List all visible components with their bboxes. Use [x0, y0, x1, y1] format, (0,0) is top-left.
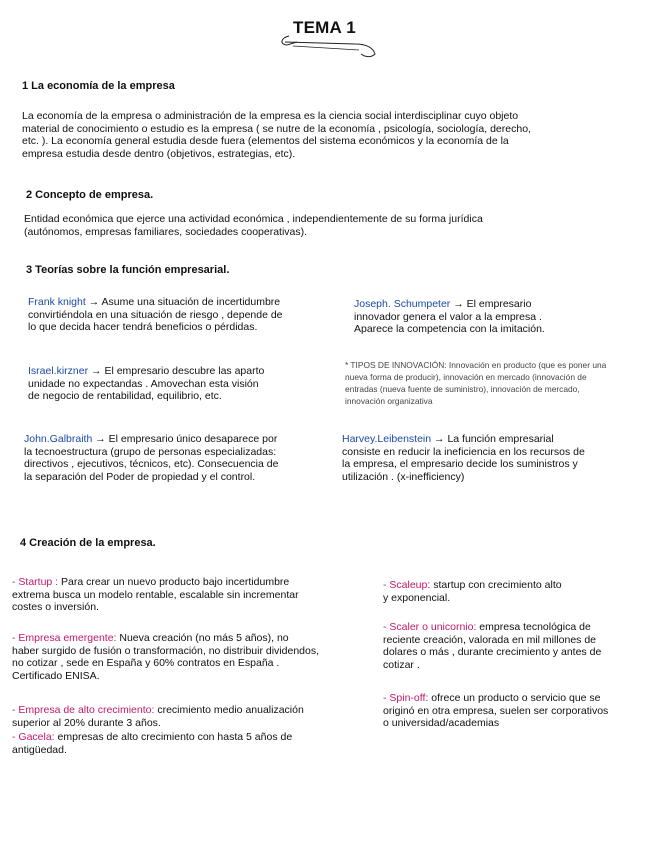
section-2-line: (autónomos, empresas familiares, sociedades cooperativas).: [24, 225, 308, 238]
creation-startup-first-line: [12, 576, 367, 589]
theory-leibenstein-first-line: [342, 433, 647, 446]
creation-emergente: [12, 632, 372, 682]
theory-leibenstein-text: → La función empresarial: [434, 433, 554, 445]
theory-schumpeter-line: innovador genera el valor a la empresa .: [354, 310, 542, 323]
creation-scaler-text: empresa tecnológica de: [476, 621, 591, 633]
theory-schumpeter-name: Joseph. Schumpeter: [354, 298, 451, 310]
creation-gacela-term: - Gacela:: [12, 731, 55, 743]
section-4-heading: 4 Creación de la empresa.: [20, 537, 156, 549]
creation-emergente-first-line: [12, 632, 372, 645]
theory-kirzner-text: → El empresario descubre las aparto: [91, 365, 265, 377]
creation-alto-crecimiento-term: - Empresa de alto crecimiento:: [12, 704, 155, 716]
title-block: [0, 14, 656, 64]
theory-knight: [28, 296, 348, 334]
creation-emergente-text: Nueva creación (no más 5 años), no: [116, 632, 289, 644]
creation-startup-text: Para crear un nuevo producto bajo incertidumbre: [58, 576, 290, 588]
theory-knight-first-line: [28, 296, 348, 309]
creation-emergente-line: Certificado ENISA.: [12, 669, 100, 682]
section-3-heading: 3 Teorías sobre la función empresarial.: [26, 264, 230, 276]
creation-scaler-line: dolares o más , durante crecimiento y antes de: [383, 646, 602, 659]
creation-emergente-term: - Empresa emergente:: [12, 632, 117, 644]
theory-kirzner-first-line: [28, 365, 348, 378]
theory-kirzner-line: de negocio de rentabilidad, equilibrio, etc.: [28, 390, 222, 403]
section-1-line: etc. ). La economía general estudia desde fuera (elementos del sistema económicos y la economía de la: [22, 135, 509, 148]
innovation-types-note: [345, 359, 645, 407]
creation-startup-line: extrema busca un modelo rentable, escalable sin incrementar: [12, 588, 299, 601]
theory-leibenstein-line: la empresa, el empresario decide los suministros y: [342, 458, 578, 471]
theory-schumpeter-text: → El empresario: [453, 298, 532, 310]
creation-alto-crecimiento: [12, 704, 372, 729]
creation-gacela: [12, 731, 372, 756]
creation-startup: [12, 576, 367, 614]
theory-galbraith-text: → El empresario único desaparece por: [95, 433, 278, 445]
creation-alto-crecimiento-text: crecimiento medio anualización: [154, 704, 304, 716]
theory-leibenstein-line: utilización . (x-inefficiency): [342, 470, 465, 483]
creation-spinoff-first-line: [383, 692, 653, 705]
creation-startup-line: costes o inversión.: [12, 601, 99, 614]
creation-gacela-first-line: [12, 731, 372, 744]
section-1-body: [22, 110, 642, 160]
theory-kirzner-name: Israel.kirzner: [28, 365, 89, 377]
creation-spinoff-term: - Spin-off:: [383, 692, 429, 704]
page-title: TEMA 1: [293, 18, 356, 37]
creation-emergente-line: no cotizar , sede en España y 60% contratos en España .: [12, 657, 280, 670]
theory-knight-line: convirtiéndola en una situación de riesgo , depende de: [28, 308, 283, 321]
section-2-line: Entidad económica que ejerce una actividad económica , independientemente de su forma jurídica: [24, 213, 483, 225]
section-1-line: material de conocimiento o estudio es la empresa ( se nutre de la economía , psicología, sociología, derecho,: [22, 122, 531, 135]
section-1-heading: 1 La economía de la empresa: [22, 80, 175, 92]
theory-kirzner-line: unidade no expectandas . Amovechan esta visión: [28, 377, 259, 390]
creation-alto-crecimiento-line: superior al 20% durante 3 años.: [12, 716, 161, 729]
creation-startup-term: - Startup :: [12, 576, 59, 588]
theory-schumpeter-first-line: [354, 298, 644, 311]
theory-galbraith-line: directivos , ejecutivos, técnicos, etc). Consecuencia de: [24, 458, 279, 471]
innovation-note-line: * TIPOS DE INNOVACIÓN: Innovación en producto (que es poner una: [345, 360, 607, 370]
creation-gacela-text: empresas de alto crecimiento con hasta 5 años de: [54, 731, 293, 743]
theory-leibenstein-line: consiste en reducir la ineficiencia en los recursos de: [342, 445, 585, 458]
theory-leibenstein-name: Harvey.Leibenstein: [342, 433, 432, 445]
creation-spinoff: [383, 692, 653, 730]
theory-leibenstein: [342, 433, 647, 483]
creation-emergente-line: haber surgido de fusión o transformación, no distribuir dividendos,: [12, 644, 320, 657]
creation-spinoff-text: ofrece un producto o servicio que se: [428, 692, 601, 704]
creation-alto-crecimiento-first-line: [12, 704, 372, 717]
section-2-heading: 2 Concepto de empresa.: [26, 189, 154, 201]
theory-schumpeter-line: Aparece la competencia con la imitación.: [354, 323, 545, 336]
creation-gacela-line: antigüedad.: [12, 743, 67, 756]
theory-schumpeter: [354, 298, 644, 336]
creation-scaleup-term: - Scaleup:: [383, 579, 431, 591]
innovation-note-line: innovación organizativa: [345, 396, 433, 406]
theory-galbraith-line: la separación del Poder de propiedad y el control.: [24, 470, 256, 483]
creation-scaler-term: - Scaler o unicornio:: [383, 621, 477, 633]
creation-scaleup-text: startup con crecimiento alto: [430, 579, 562, 591]
creation-scaleup: [383, 579, 648, 604]
creation-scaler-line: reciente creación, valorada en mil millones de: [383, 633, 597, 646]
theory-knight-line: lo que decida hacer tendrá beneficios o pérdidas.: [28, 321, 258, 334]
innovation-note-line: entradas (nueva fuente de suministro), innovación de mercado,: [345, 384, 580, 394]
creation-spinoff-line: originó en otra empresa, suelen ser corporativos: [383, 704, 609, 717]
theory-galbraith-line: la tecnoestructura (grupo de personas especializadas:: [24, 445, 277, 458]
creation-scaler: [383, 621, 648, 671]
theory-knight-text: → Asume una situación de incertidumbre: [88, 296, 281, 308]
creation-scaleup-first-line: [383, 579, 648, 592]
section-1-line: empresa estudia desde dentro (objetivos, estrategias, etc).: [22, 147, 296, 160]
innovation-note-line: nueva forma de producir), innovación en mercado (innovación de: [345, 372, 587, 382]
creation-scaler-line: cotizar .: [383, 658, 420, 671]
creation-scaler-first-line: [383, 621, 648, 634]
theory-knight-name: Frank knight: [28, 296, 86, 308]
creation-scaleup-line: y exponencial.: [383, 591, 451, 604]
theory-galbraith-name: John.Galbraith: [24, 433, 93, 445]
section-1-line: La economía de la empresa o administración de la empresa es la ciencia social interdisciplinar cuyo objeto: [22, 110, 519, 122]
creation-spinoff-line: o universidad/academias: [383, 717, 500, 730]
section-2-body: [24, 213, 644, 238]
theory-galbraith: [24, 433, 344, 483]
theory-galbraith-first-line: [24, 433, 344, 446]
theory-kirzner: [28, 365, 348, 403]
